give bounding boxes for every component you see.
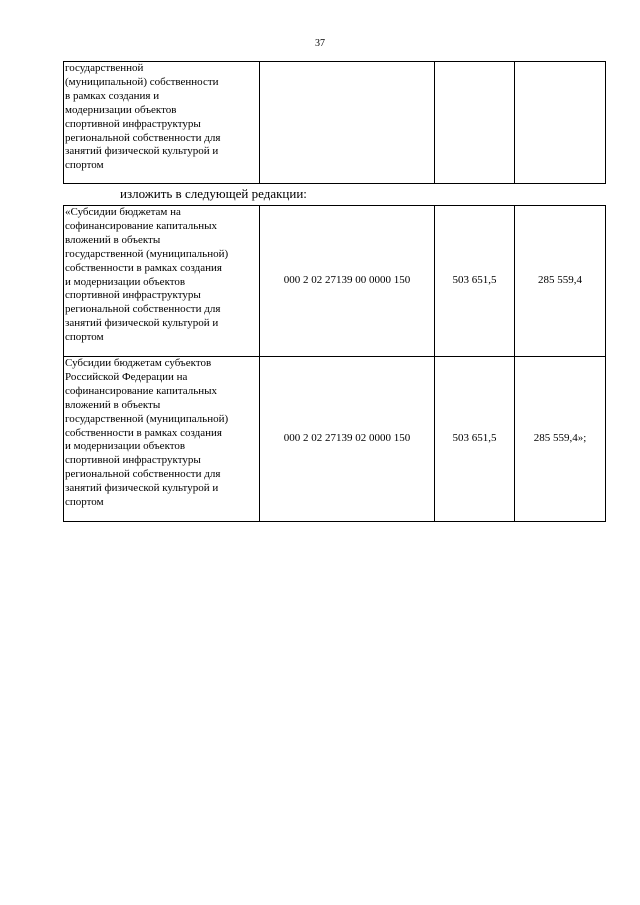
value-cell-1 (435, 62, 515, 184)
description-text: «Субсидии бюджетам на софинансирование капитальных вложений в объекты государственной (муниципальной) собственности в рамках создания и модернизации объектов спортивной инфраструктуры региональной собственности для занятий физической культурой и спортом (65, 206, 229, 344)
value-cell-1: 503 651,5 (435, 357, 515, 522)
table-row (64, 62, 606, 184)
code-cell: 000 2 02 27139 02 0000 150 (260, 357, 435, 522)
code-cell (260, 62, 435, 184)
lead-text: изложить в следующей редакции: (120, 186, 307, 201)
description-cell (64, 62, 260, 184)
value-cell-2: 285 559,4 (515, 206, 606, 357)
bottom-table (63, 205, 606, 522)
top-table (63, 61, 606, 184)
description-text: государственной (муниципальной) собственности в рамках создания и модернизации объектов спортивной инфраструктуры региональной собственности для занятий физической культурой и спортом (65, 62, 221, 172)
code-cell: 000 2 02 27139 00 0000 150 (260, 206, 435, 357)
description-text: Субсидии бюджетам субъектов Российской Федерации на софинансирование капитальных вложений в объекты государственной (муниципальной) собственности в рамках создания и модернизации объектов спортивной инфраструктуры региональной собственности для занятий физической культурой и спортом (65, 357, 229, 509)
value-cell-2: 285 559,4»; (515, 357, 606, 522)
value-cell-1: 503 651,5 (435, 206, 515, 357)
page-number: 37 (315, 38, 325, 49)
table-row (64, 206, 606, 357)
description-cell (64, 206, 260, 357)
description-cell (64, 357, 260, 522)
value-cell-2 (515, 62, 606, 184)
table-row (64, 357, 606, 522)
